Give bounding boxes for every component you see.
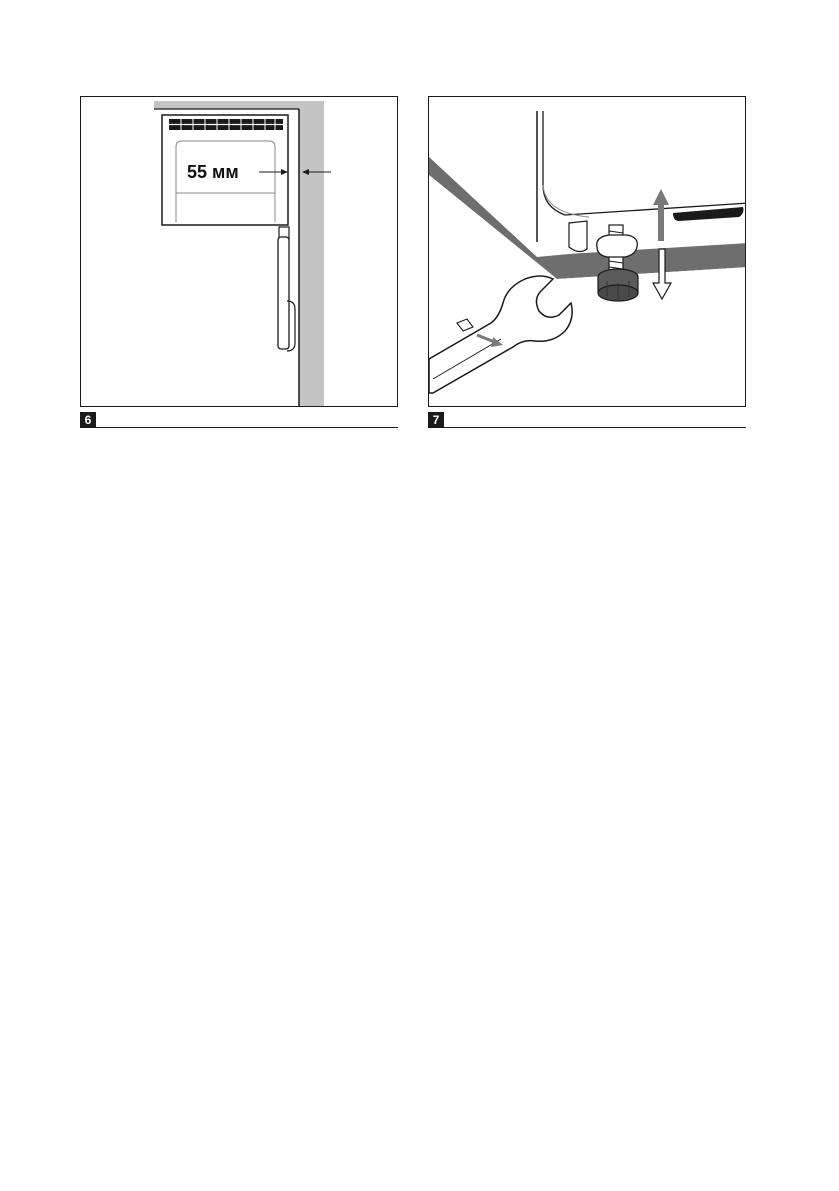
figure-6-number: 6: [80, 412, 96, 428]
vent-grille: [169, 119, 283, 130]
foot-bracket: [569, 221, 587, 252]
figure-6-caption-rule: [80, 427, 398, 428]
clearance-dimension-label: 55 мм: [187, 162, 239, 182]
figure-7-illustration: [429, 97, 746, 407]
adjustable-foot: [598, 269, 638, 301]
figure-6-wall-clearance: [80, 96, 398, 407]
figure-6-illustration: [81, 97, 398, 407]
figure-7-caption-rule: [428, 427, 746, 428]
lock-nut: [597, 235, 638, 257]
figure-7-foot-adjustment: [428, 96, 746, 407]
door-handle: [278, 237, 289, 349]
figure-7-number: 7: [428, 412, 444, 428]
appliance-base: [537, 111, 746, 255]
